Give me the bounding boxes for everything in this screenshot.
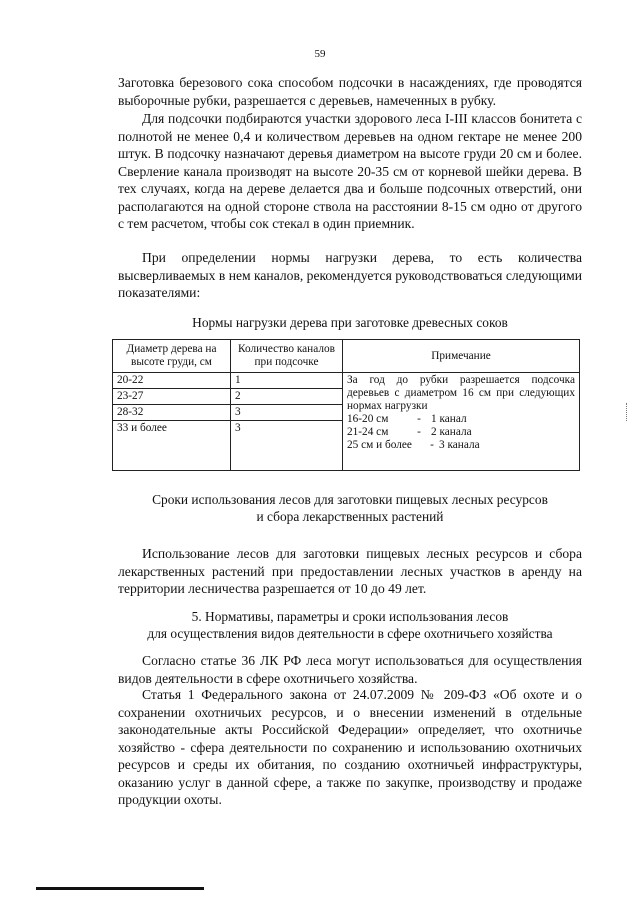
note-value: 2 канала <box>431 426 472 438</box>
cell-channels: 1 <box>231 373 343 389</box>
note-line <box>347 413 575 426</box>
cell-channels: 3 <box>231 405 343 421</box>
note-value: 1 канал <box>431 413 467 425</box>
header-note: Примечание <box>343 340 580 373</box>
paragraph-birch-sap: Заготовка березового сока способом подсочки в насаждениях, где проводятся выборочные рубки, разрешается с деревьев, намеченных в рубку. <box>118 75 582 108</box>
heading-line: 5. Нормативы, параметры и сроки использования лесов <box>191 609 509 624</box>
heading-line: Сроки использования лесов для заготовки пищевых лесных ресурсов <box>152 492 548 507</box>
paragraph-tapping-conditions: Для подсочки подбираются участки здорового леса I-III классов бонитета с полнотой не менее 0,4 и количеством деревьев на одном гектаре не менее 200 штук. В подсочку назначают деревья диаметром на высоте груди 20 см и более. Сверление канала производят на высоте 20-35 см от корневой шейки дерева. В тех случаях, когда на дереве делается два и больше подсочных отверстий, они располагаются на одной стороне ствола на расстоянии 8-15 см одно от другого с тем расчетом, чтобы сок стекал в один приемник. <box>118 111 582 231</box>
cell-diameter: 28-32 <box>113 405 231 421</box>
cell-channels: 2 <box>231 389 343 405</box>
paragraph-article-36: Согласно статье 36 ЛК РФ леса могут использоваться для осуществления видов деятельности в сфере охотничьего хозяйства. <box>118 653 582 686</box>
table-header-row <box>113 340 580 373</box>
heading-line: для осуществления видов деятельности в сфере охотничьего хозяйства <box>147 626 553 641</box>
cell-channels: 3 <box>231 421 343 471</box>
paragraph-federal-law: Статья 1 Федерального закона от 24.07.2009 № 209-ФЗ «Об охоте и о сохранении охотничьих ресурсов, и о внесении изменений в отдельные законодательные акты Российской Федерации» определяет, что охотничье хозяйство - сфера деятельности по сохранению и использованию охотничьих ресурсов и среды их обитания, по созданию охотничьей инфраструктуры, оказанию услуг в данной сфере, а также по закупке, производству и продаже продукции охоты. <box>118 687 582 807</box>
note-dash: - <box>417 426 421 438</box>
paragraph-food-resources: Использование лесов для заготовки пищевых лесных ресурсов и сбора лекарственных растений при предоставлении лесных участков в аренду на территории лесничества разрешается от 10 до 49 лет. <box>118 546 582 596</box>
note-range: 16-20 см <box>347 413 389 425</box>
section-food-resources-heading <box>110 491 590 525</box>
paragraph-load-norms-intro: При определении нормы нагрузки дерева, то есть количества высверливаемых в нем каналов, рекомендуется руководствоваться следующими показателями: <box>118 250 582 300</box>
note-dash: - <box>430 439 434 451</box>
header-diameter: Диаметр дерева на высоте груди, см <box>113 340 231 373</box>
note-range: 21-24 см <box>347 426 389 438</box>
cell-diameter: 23-27 <box>113 389 231 405</box>
bottom-rule <box>36 887 204 890</box>
note-range: 25 см и более <box>347 439 412 451</box>
note-line <box>347 426 575 439</box>
note-text: За год до рубки разрешается подсочка деревьев с диаметром 16 см при следующих нормах нагрузки <box>347 374 575 412</box>
cell-note <box>343 373 580 471</box>
note-line <box>347 439 575 452</box>
page-number: 59 <box>314 48 326 60</box>
section-hunting-heading <box>110 608 590 642</box>
note-dash: - <box>417 413 421 425</box>
table-title: Нормы нагрузки дерева при заготовке древесных соков <box>192 315 508 330</box>
cell-diameter: 20-22 <box>113 373 231 389</box>
table-row <box>113 373 580 389</box>
load-norms-table <box>112 339 580 471</box>
note-value: 3 канала <box>439 439 480 451</box>
heading-line: и сбора лекарственных растений <box>256 509 444 524</box>
header-channels: Количество каналов при подсочке <box>231 340 343 373</box>
cell-diameter: 33 и более <box>113 421 231 471</box>
margin-mark <box>626 403 628 421</box>
